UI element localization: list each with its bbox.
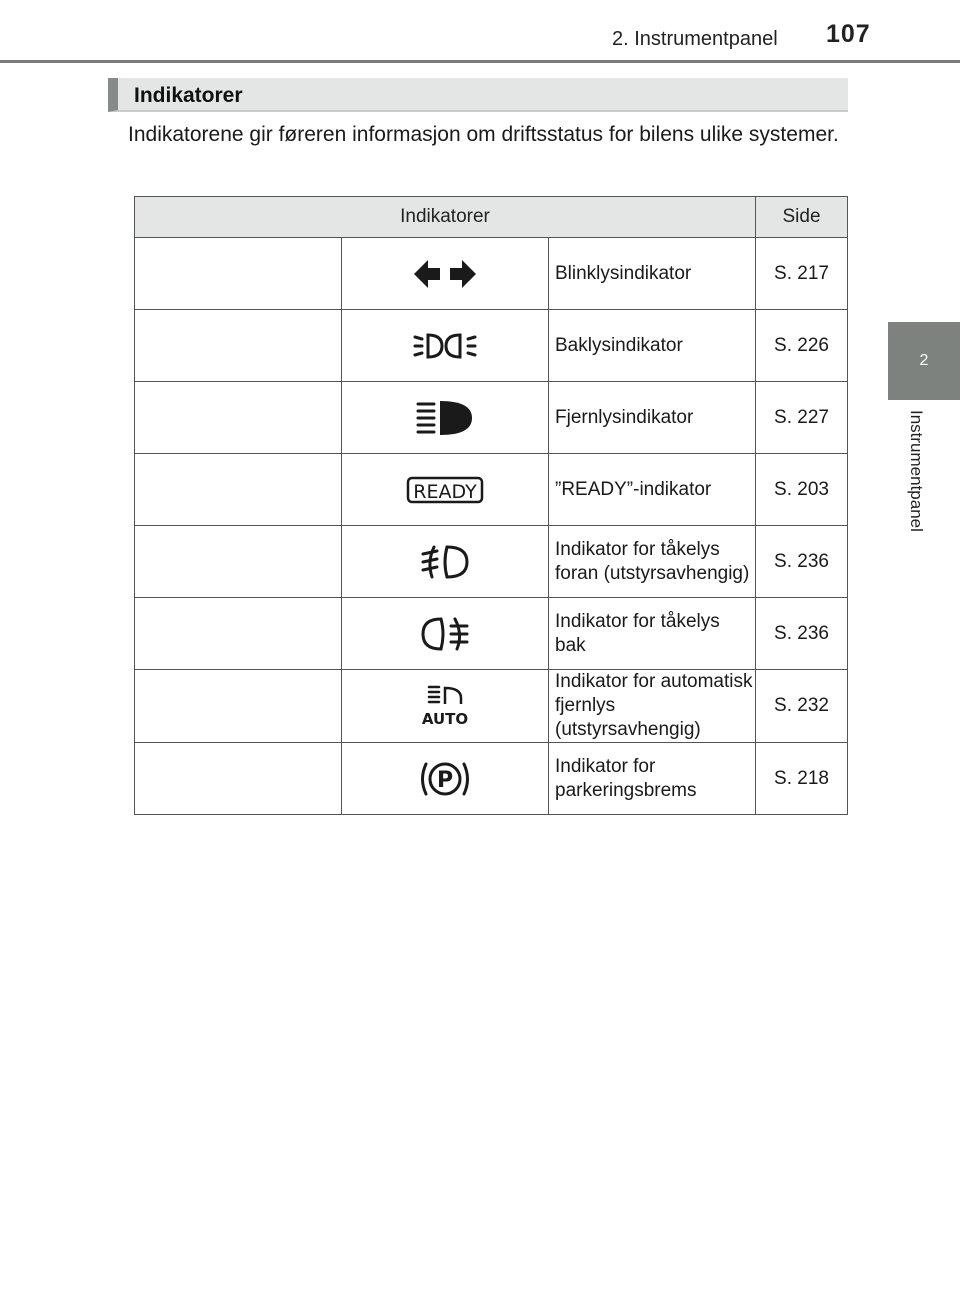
indicator-label: Indikator for tåkelys bak: [549, 598, 756, 670]
front-fog-light-icon: [342, 526, 549, 598]
table-row: [135, 382, 848, 454]
table-header-indicators: Indikatorer: [135, 197, 756, 238]
table-header-page: Side: [756, 197, 848, 238]
table-header-row: [135, 197, 848, 238]
parking-brake-letter: P: [436, 767, 454, 793]
ready-icon-text: READY: [413, 480, 477, 503]
table-cell-blank: [135, 598, 342, 670]
table-row: [135, 238, 848, 310]
parking-brake-icon: [342, 743, 549, 815]
running-header-section: 2. Instrumentpanel: [612, 28, 778, 50]
table-row: [135, 743, 848, 815]
indicator-label: Blinklysindikator: [549, 238, 756, 310]
table-cell-blank: [135, 526, 342, 598]
high-beam-icon: [342, 382, 549, 454]
page-reference: S. 203: [756, 454, 848, 526]
page-reference: S. 236: [756, 598, 848, 670]
page-reference: S. 236: [756, 526, 848, 598]
indicator-label: [549, 670, 756, 743]
table-cell-blank: [135, 238, 342, 310]
table-cell-blank: [135, 743, 342, 815]
table-row: [135, 598, 848, 670]
turn-signal-arrows-icon: [342, 238, 549, 310]
table-row: [135, 454, 848, 526]
section-heading-bar: [108, 78, 848, 112]
indicator-label-line-1: Indikator for automatisk fjernlys: [555, 671, 753, 716]
table-cell-blank: [135, 670, 342, 743]
table-row: [135, 310, 848, 382]
page-reference: S. 217: [756, 238, 848, 310]
chapter-tab-number: 2: [919, 352, 929, 369]
indicator-label: Indikator for tåkelys foran (utstyrsavhengig): [549, 526, 756, 598]
indicator-label-line-2: (utstyrsavhengig): [555, 719, 701, 740]
table-cell-blank: [135, 382, 342, 454]
chapter-tab-label: Instrumentpanel: [907, 410, 926, 532]
auto-high-beam-icon: [342, 670, 549, 743]
auto-icon-text: AUTO: [421, 710, 469, 728]
indicator-label: ”READY”-indikator: [549, 454, 756, 526]
rear-fog-light-icon: [342, 598, 549, 670]
section-title: Indikatorer: [134, 84, 243, 107]
chapter-tab: [888, 322, 960, 400]
indicator-table: [134, 196, 848, 815]
indicator-label: Indikator for parkeringsbrems: [549, 743, 756, 815]
tail-light-icon: [342, 310, 549, 382]
page-reference: S. 227: [756, 382, 848, 454]
header-rule: [0, 60, 960, 63]
intro-paragraph: Indikatorene gir føreren informasjon om driftsstatus for bilens ulike systemer.: [128, 123, 839, 146]
table-row: [135, 526, 848, 598]
ready-icon: [342, 454, 549, 526]
page-reference: S. 232: [756, 670, 848, 743]
page-number: 107: [826, 20, 871, 48]
table-row: [135, 670, 848, 743]
indicator-label: Baklysindikator: [549, 310, 756, 382]
page-reference: S. 218: [756, 743, 848, 815]
page-reference: S. 226: [756, 310, 848, 382]
table-cell-blank: [135, 310, 342, 382]
indicator-label: Fjernlysindikator: [549, 382, 756, 454]
table-cell-blank: [135, 454, 342, 526]
